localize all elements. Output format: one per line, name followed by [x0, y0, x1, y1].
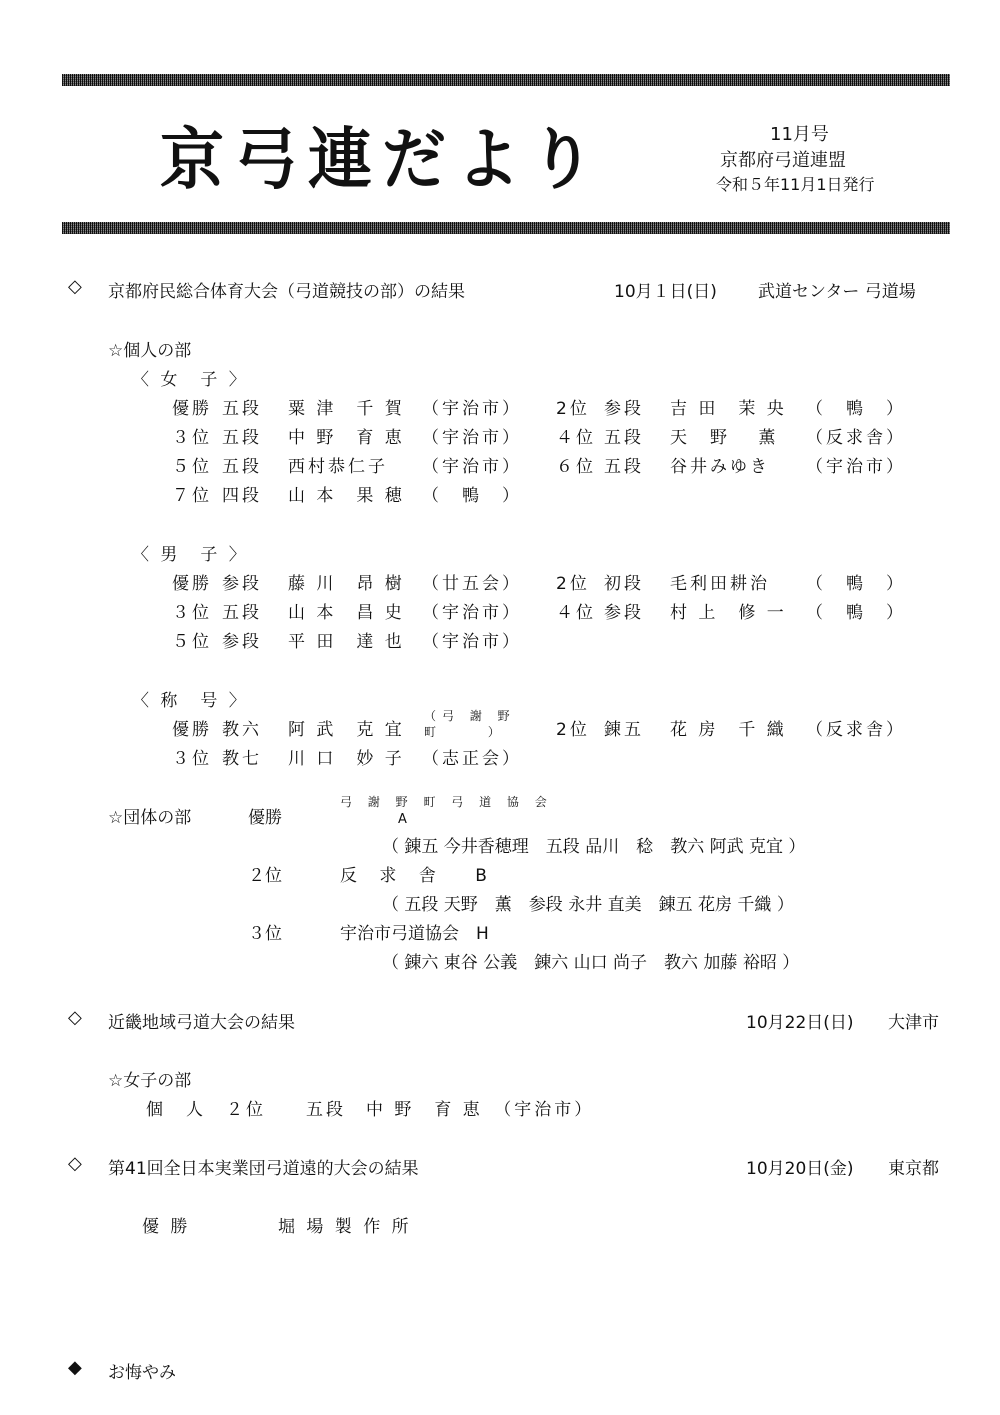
- club: （宇治市）: [422, 632, 522, 652]
- athlete-name: 村 上 修 一: [670, 603, 787, 623]
- club: （反求舎）: [806, 428, 906, 448]
- club: （ 鴨 ）: [806, 603, 906, 623]
- section2-sub-heading: ☆女子の部: [108, 1071, 192, 1091]
- women-heading: 〈 女 子 〉: [132, 370, 249, 390]
- rank: 2位: [556, 720, 590, 740]
- section3-winner: 堀 場 製 作 所: [278, 1217, 412, 1237]
- rank: ３位: [172, 428, 212, 448]
- team-first-name: 弓 謝 野 町 弓 道 協 会: [340, 795, 553, 809]
- team-first-letter: A: [398, 812, 407, 827]
- athlete-name: 花 房 千 織: [670, 720, 787, 740]
- section2-result: 個 人 ２位 五段 中 野 育 恵 （宇治市）: [146, 1100, 595, 1120]
- section3-date: 10月20日(金): [746, 1159, 854, 1179]
- club: （ 鴨 ）: [422, 486, 522, 506]
- rank: 2位: [556, 574, 590, 594]
- header-top-band: [62, 74, 950, 86]
- section1-venue: 武道センター 弓道場: [758, 282, 916, 302]
- club: （宇治市）: [422, 457, 522, 477]
- athlete-name: 中 野 育 恵: [288, 428, 405, 448]
- athlete-name: 吉 田 茉 央: [670, 399, 787, 419]
- rank: 優勝: [172, 720, 212, 740]
- club: （反求舎）: [806, 720, 906, 740]
- athlete-name: 谷井みゆき: [670, 457, 770, 477]
- rank: ４位: [556, 428, 596, 448]
- grade: 参段: [604, 399, 644, 419]
- athlete-name: 山 本 果 穂: [288, 486, 405, 506]
- newsletter-logo: 京弓連だより: [160, 120, 604, 200]
- athlete-name: 毛利田耕治: [670, 574, 770, 594]
- team-third-members: （ 錬六 東谷 公義 錬六 山口 尚子 教六 加藤 裕昭 ）: [382, 953, 800, 973]
- grade: 参段: [604, 603, 644, 623]
- rank: ７位: [172, 486, 212, 506]
- rank: ３位: [172, 603, 212, 623]
- grade: 教六: [222, 720, 262, 740]
- rank: 2位: [556, 399, 590, 419]
- section3-venue: 東京都: [888, 1159, 939, 1179]
- club: （廿五会）: [422, 574, 522, 594]
- rank: ５位: [172, 632, 212, 652]
- team-third-name: 宇治市弓道協会 H: [340, 924, 489, 944]
- rank: ４位: [556, 603, 596, 623]
- grade: 五段: [604, 428, 644, 448]
- athlete-name: 平 田 達 也: [288, 632, 405, 652]
- rank: 優勝: [172, 574, 212, 594]
- club-small-line: 町 ）: [424, 725, 506, 739]
- issue-label: 11月号: [770, 124, 829, 145]
- athlete-name: 阿 武 克 宜: [288, 720, 405, 740]
- header-bottom-band: [62, 222, 950, 234]
- grade: 五段: [222, 428, 262, 448]
- athlete-name: 山 本 昌 史: [288, 603, 405, 623]
- athlete-name: 藤 川 昂 樹: [288, 574, 405, 594]
- section-bullet-icon: ◇: [68, 276, 82, 297]
- grade: 参段: [222, 574, 262, 594]
- grade: 参段: [222, 632, 262, 652]
- team-first-members: （ 錬五 今井香穂理 五段 品川 稔 教六 阿武 克宜 ）: [382, 837, 806, 857]
- grade: 教七: [222, 749, 262, 769]
- organization-name: 京都府弓道連盟: [720, 150, 846, 171]
- title-holders-heading: 〈 称 号 〉: [132, 691, 249, 711]
- club: （ 鴨 ）: [806, 399, 906, 419]
- athlete-name: 粟 津 千 賀: [288, 399, 405, 419]
- team-second-name: 反 求 舎 B: [340, 866, 487, 886]
- section3-title: 第41回全日本実業団弓道遠的大会の結果: [108, 1159, 419, 1179]
- team-second-rank: ２位: [248, 866, 282, 886]
- section-bullet-icon: ◇: [68, 1007, 82, 1028]
- section1-date: 10月１日(日): [614, 282, 717, 302]
- section2-title: 近畿地域弓道大会の結果: [108, 1013, 295, 1033]
- individual-heading: ☆個人の部: [108, 341, 192, 361]
- grade: 初段: [604, 574, 644, 594]
- section-bullet-icon: ◇: [68, 1153, 82, 1174]
- men-heading: 〈 男 子 〉: [132, 545, 249, 565]
- team-heading: ☆団体の部: [108, 808, 192, 828]
- section1-title: 京都府民総合体育大会（弓道競技の部）の結果: [108, 282, 465, 302]
- section2-venue: 大津市: [888, 1013, 939, 1033]
- athlete-name: 天 野 薫: [670, 428, 779, 448]
- athlete-name: 西村恭仁子: [288, 457, 388, 477]
- club: （宇治市）: [422, 399, 522, 419]
- rank: ６位: [556, 457, 596, 477]
- rank: 優勝: [172, 399, 212, 419]
- grade: 五段: [222, 399, 262, 419]
- publish-date: 令和５年11月1日発行: [716, 175, 875, 194]
- grade: 五段: [604, 457, 644, 477]
- club: （ 鴨 ）: [806, 574, 906, 594]
- section2-date: 10月22日(日): [746, 1013, 854, 1033]
- section4-title: お悔やみ: [108, 1363, 176, 1383]
- club: （宇治市）: [422, 603, 522, 623]
- grade: 五段: [222, 457, 262, 477]
- athlete-name: 川 口 妙 子: [288, 749, 405, 769]
- team-third-rank: ３位: [248, 924, 282, 944]
- club: （志正会）: [422, 749, 522, 769]
- club-small-line: （弓 謝 野: [424, 709, 516, 723]
- club: （宇治市）: [806, 457, 906, 477]
- grade: 錬五: [604, 720, 644, 740]
- grade: 五段: [222, 603, 262, 623]
- team-first-rank: 優勝: [248, 808, 282, 828]
- team-second-members: （ 五段 天野 薫 参段 永井 直美 錬五 花房 千織 ）: [382, 895, 794, 915]
- section-bullet-filled-icon: ◆: [68, 1357, 82, 1378]
- rank: ３位: [172, 749, 212, 769]
- club: （宇治市）: [422, 428, 522, 448]
- section3-winner-label: 優 勝: [142, 1217, 191, 1237]
- grade: 四段: [222, 486, 262, 506]
- rank: ５位: [172, 457, 212, 477]
